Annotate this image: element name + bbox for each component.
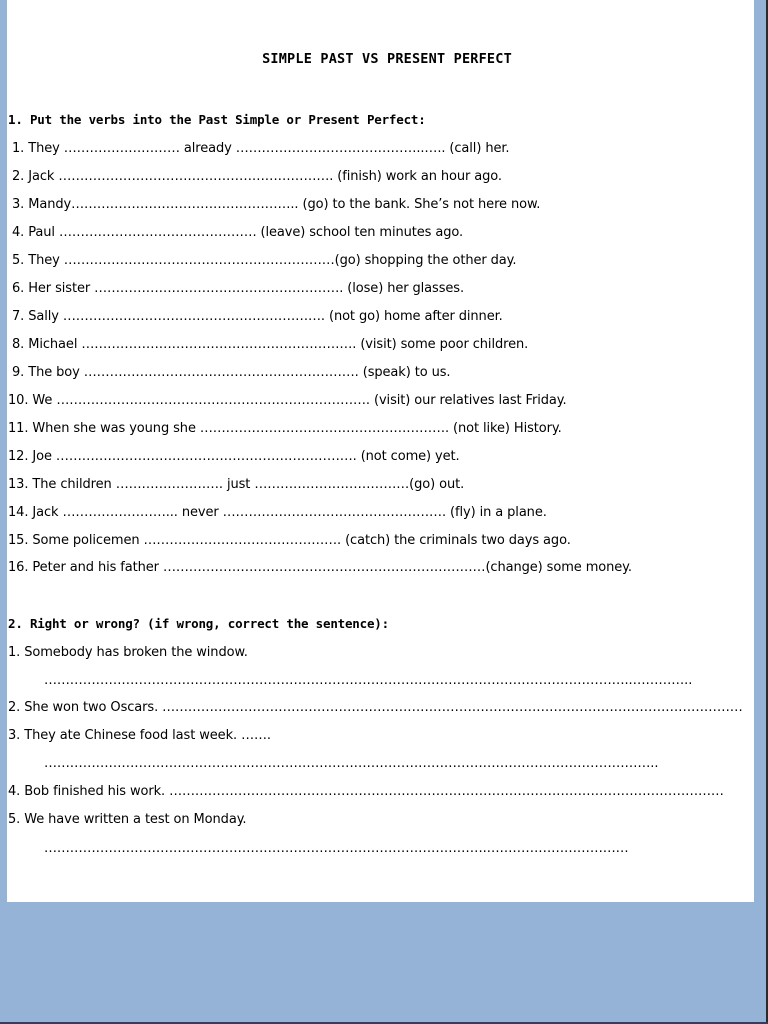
- exercise-1-item: 13. The children ……………………. just ………………………………(go) out.: [8, 477, 465, 492]
- exercise-1-item: 4. Paul ………………………………………. (leave) school ten minutes ago.: [12, 225, 464, 240]
- exercise-2-item: 5. We have written a test on Monday.: [8, 812, 247, 827]
- exercise-1-item: 15. Some policemen ………………………………………. (catch) the criminals two days ago.: [8, 533, 571, 548]
- exercise-2-item: 3. They ate Chinese food last week. …….: [8, 728, 271, 743]
- exercise-2-item: 2. She won two Oscars. ………………………………………………………………………………………………………………………: [8, 700, 743, 715]
- exercise-1-item: 7. Sally ……………………………………………………. (not go) home after dinner.: [12, 309, 503, 324]
- exercise-2-item: 4. Bob finished his work. …………………………………………………………………………………………………………………: [8, 784, 724, 799]
- exercise-1-item: 16. Peter and his father …………………………………………………………………(change) some money.: [8, 560, 632, 575]
- answer-line: ………………………………………………………………………………………………………………………..…………..: [44, 673, 693, 688]
- exercise-1-item: 3. Mandy…………………………………………….. (go) to the bank. She’s not here now.: [12, 197, 541, 212]
- exercise-1-item: 14. Jack ……………………... never ……………………………………………. (fly) in a plane.: [8, 505, 547, 520]
- exercise-1-item: 8. Michael ………………………………………………………. (visit) some poor children.: [12, 337, 529, 352]
- answer-line: ………………………………………………………………………………………….……………………………: [44, 841, 629, 856]
- exercise-1-item: 2. Jack ………………………………………………………. (finish) work an hour ago.: [12, 169, 502, 184]
- exercise-1-item: 9. The boy ………………………………………………………. (speak) to us.: [12, 365, 451, 380]
- section-1-heading: 1. Put the verbs into the Past Simple or Present Perfect:: [8, 112, 426, 127]
- page-title: SIMPLE PAST VS PRESENT PERFECT: [262, 51, 512, 67]
- answer-line: ……………………………………………………………………………………………………………………………..: [44, 756, 659, 771]
- exercise-1-item: 1. They ……………………… already ……………………………………..….. (call) her.: [12, 141, 510, 156]
- exercise-1-item: 6. Her sister …………………………………………………. (lose) her glasses.: [12, 281, 464, 296]
- section-2-heading: 2. Right or wrong? (if wrong, correct the sentence):: [8, 616, 389, 631]
- worksheet-page: [7, 0, 754, 902]
- exercise-1-item: 12. Joe ……………………………………………………………. (not come) yet.: [8, 449, 460, 464]
- exercise-2-item: 1. Somebody has broken the window.: [8, 645, 248, 660]
- exercise-1-item: 11. When she was young she …………………………………………………. (not like) History.: [8, 421, 562, 436]
- exercise-1-item: 5. They ………………………………………………………(go) shopping the other day.: [12, 253, 517, 268]
- exercise-1-item: 10. We ………………………………………………………………. (visit) our relatives last Friday.: [8, 393, 567, 408]
